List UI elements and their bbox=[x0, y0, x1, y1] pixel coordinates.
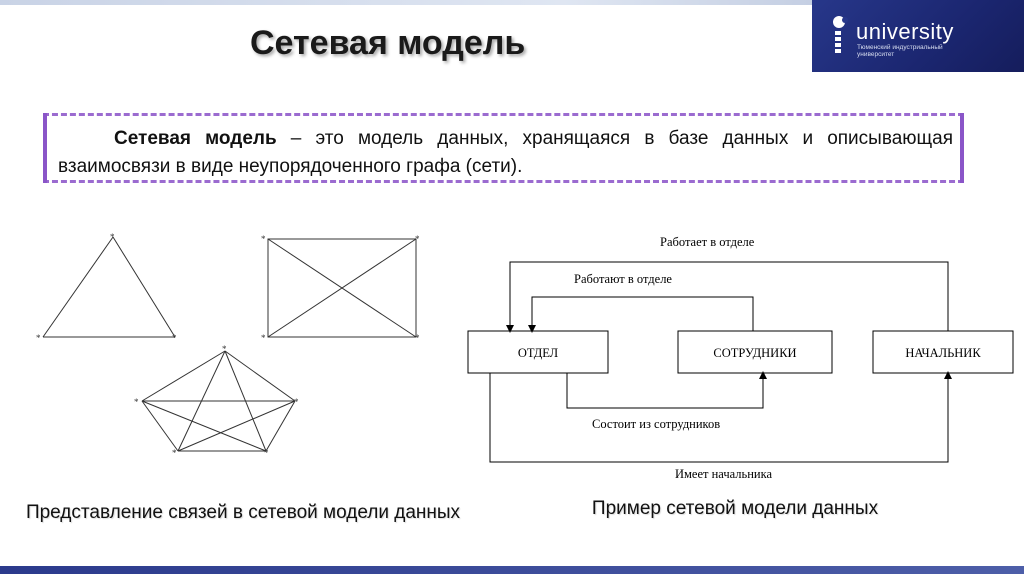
slide-title: Сетевая модель bbox=[250, 24, 526, 62]
node-otdel-label: ОТДЕЛ bbox=[517, 346, 559, 360]
svg-text:*: * bbox=[172, 333, 177, 343]
svg-text:*: * bbox=[294, 397, 299, 407]
caption-right: Пример сетевой модели данных bbox=[591, 498, 879, 519]
network-diagram bbox=[460, 220, 1020, 480]
svg-text:*: * bbox=[415, 234, 420, 244]
triangle-edge bbox=[43, 237, 113, 337]
graph-examples bbox=[30, 225, 490, 475]
definition-term: Сетевая модель bbox=[114, 128, 277, 149]
caption-left: Представление связей в сетевой модели данных bbox=[25, 502, 461, 523]
svg-text:*: * bbox=[415, 333, 420, 343]
node-sotrudniki-label: СОТРУДНИКИ bbox=[713, 346, 797, 360]
edge-sostoit bbox=[567, 373, 763, 408]
svg-text:*: * bbox=[134, 397, 139, 407]
svg-text:*: * bbox=[172, 448, 177, 458]
svg-text:*: * bbox=[222, 344, 227, 354]
definition-text bbox=[58, 125, 953, 181]
university-emblem-icon bbox=[830, 14, 854, 58]
svg-text:*: * bbox=[261, 333, 266, 343]
edge-label-imeet: Имеет начальника bbox=[675, 467, 773, 480]
svg-text:*: * bbox=[261, 234, 266, 244]
edge-label-sostoit: Состоит из сотрудников bbox=[592, 417, 721, 431]
triangle-edge bbox=[113, 237, 175, 337]
edge-label-rabotaet: Работает в отделе bbox=[660, 235, 755, 249]
svg-text:*: * bbox=[110, 232, 115, 242]
definition-body: – это модель данных, хранящаяся в базе данных и описывающая взаимосвязи в виде неупорядоченного графа (сети). bbox=[58, 128, 954, 177]
bottom-line bbox=[0, 566, 1024, 574]
edge-rabotayut bbox=[532, 297, 753, 331]
pentagon-graph bbox=[142, 351, 295, 451]
edge-label-rabotayut: Работают в отделе bbox=[574, 272, 672, 286]
logo-subtitle: Тюменский индустриальный университет bbox=[857, 44, 943, 58]
svg-text:*: * bbox=[264, 448, 269, 458]
logo-word: university bbox=[856, 19, 954, 44]
definition-box bbox=[43, 113, 964, 183]
university-logo bbox=[812, 0, 1024, 72]
svg-text:*: * bbox=[36, 333, 41, 343]
node-nachalnik-label: НАЧАЛЬНИК bbox=[905, 346, 981, 360]
